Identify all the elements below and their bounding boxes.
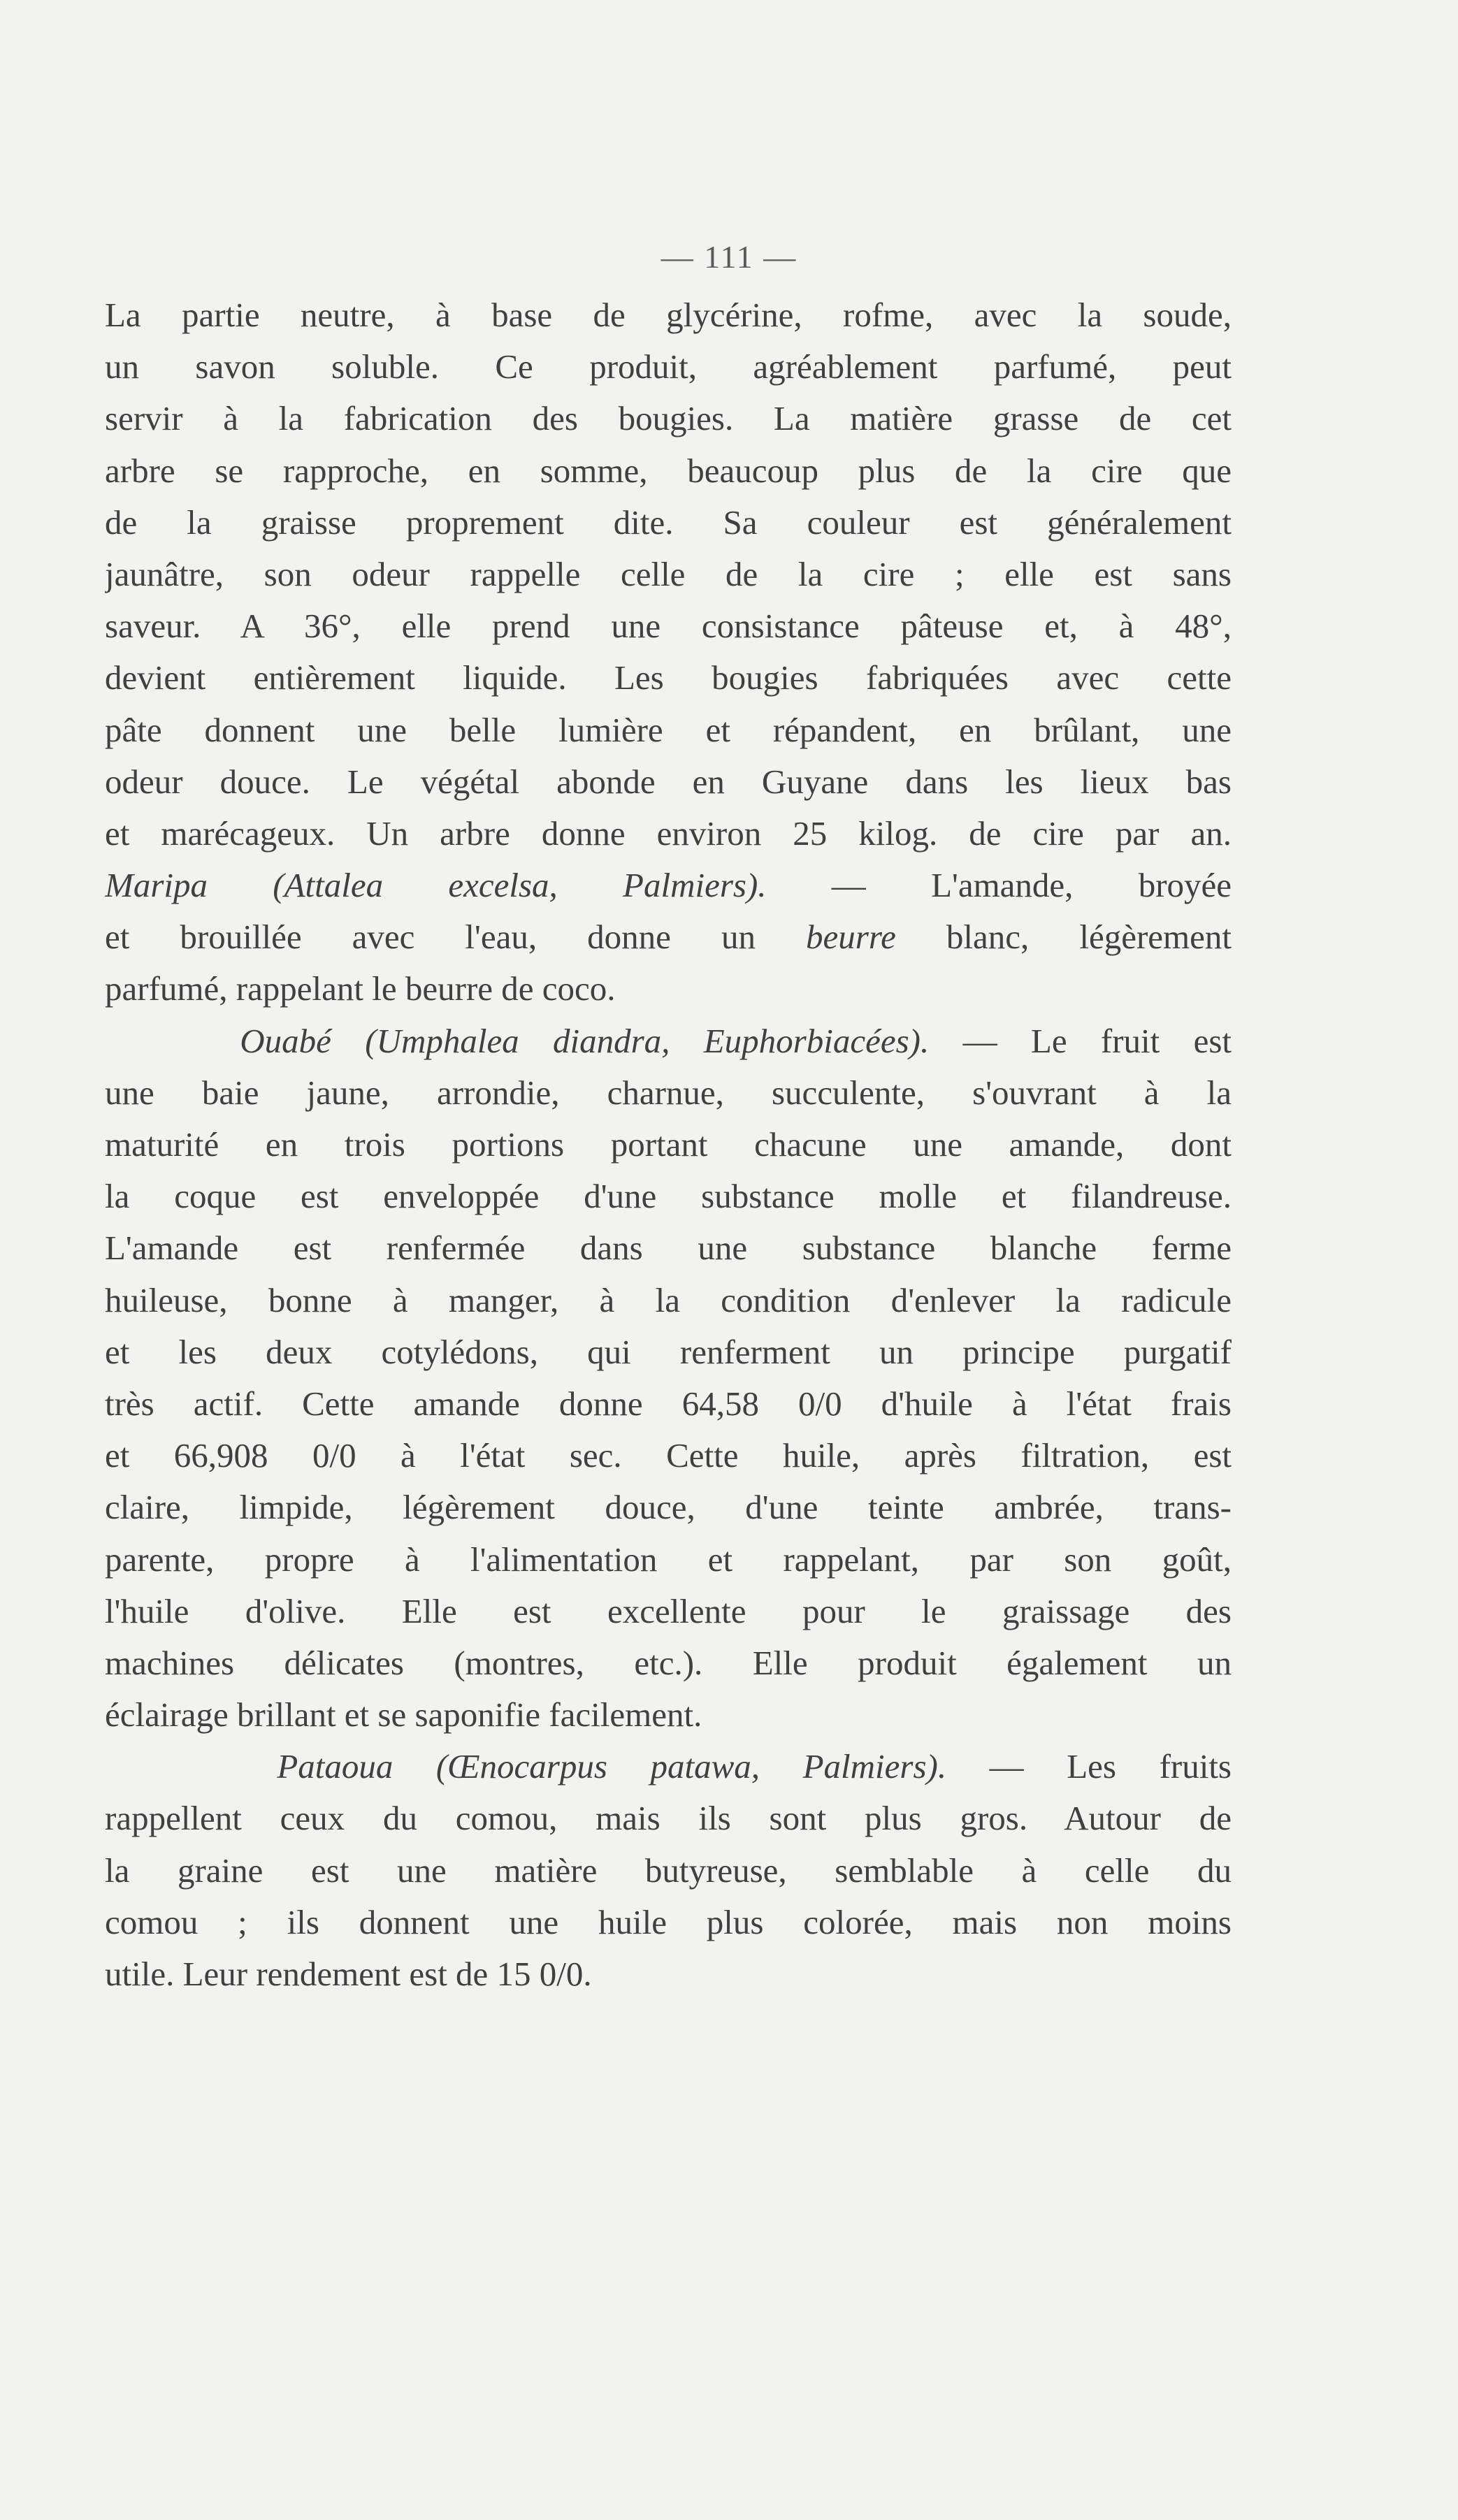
text-segment xyxy=(105,1747,277,1786)
text-segment: et les deux cotylédons, qui renferment un principe purgatif xyxy=(105,1332,1232,1371)
text-segment: éclairage brillant et se saponifie facilement. xyxy=(105,1695,702,1735)
text-segment: — Les fruits xyxy=(946,1747,1232,1786)
text-segment: maturité en trois portions portant chacune une amande, dont xyxy=(105,1125,1232,1164)
text-segment: et brouillée avec l'eau, donne un xyxy=(105,918,807,957)
text-segment: comou ; ils donnent une huile plus colorée, mais non moins xyxy=(105,1902,1232,1941)
text-segment: odeur douce. Le végétal abonde en Guyane dans les lieux bas xyxy=(105,762,1232,801)
text-segment: l'huile d'olive. Elle est excellente pour le graissage des xyxy=(105,1591,1232,1630)
text-line xyxy=(105,600,1232,652)
text-segment xyxy=(105,1022,240,1060)
text-line xyxy=(105,704,1232,756)
text-line xyxy=(105,1637,1232,1689)
text-segment: jaunâtre, son odeur rappelle celle de la cire ; elle est sans xyxy=(105,554,1232,593)
text-line xyxy=(105,1586,1232,1637)
text-line xyxy=(105,1378,1232,1430)
italic-segment: beurre xyxy=(806,918,896,957)
text-segment: devient entièrement liquide. Les bougies fabriquées avec cette xyxy=(105,658,1232,697)
text-line xyxy=(105,341,1232,393)
text-line xyxy=(105,1275,1232,1326)
text-segment: L'amande est renfermée dans une substance blanche ferme xyxy=(105,1229,1232,1268)
text-line xyxy=(105,1741,1232,1793)
text-line xyxy=(105,756,1232,808)
text-line xyxy=(105,445,1232,497)
text-segment: rappellent ceux du comou, mais ils sont plus gros. Autour de xyxy=(105,1799,1232,1838)
text-line xyxy=(105,1119,1232,1171)
text-line xyxy=(105,1326,1232,1378)
text-segment: utile. Leur rendement est de 15 0/0. xyxy=(105,1955,592,1993)
text-line xyxy=(105,1482,1232,1533)
body-text xyxy=(105,289,1232,2000)
text-segment: La partie neutre, à base de glycérine, rofme, avec la soude, xyxy=(105,296,1232,334)
text-segment: un savon soluble. Ce produit, agréablement parfumé, peut xyxy=(105,347,1232,386)
text-segment: claire, limpide, légèrement douce, d'une teinte ambrée, trans- xyxy=(105,1488,1232,1527)
text-segment: — L'amande, broyée xyxy=(766,866,1232,905)
text-segment: la graine est une matière butyreuse, semblable à celle du xyxy=(105,1851,1232,1890)
text-line xyxy=(105,393,1232,444)
text-segment: la coque est enveloppée d'une substance molle et filandreuse. xyxy=(105,1177,1232,1216)
text-segment: pâte donnent une belle lumière et répandent, en brûlant, une xyxy=(105,710,1232,749)
text-segment: une baie jaune, arrondie, charnue, succulente, s'ouvrant à la xyxy=(105,1073,1232,1112)
text-line xyxy=(105,1171,1232,1222)
text-line xyxy=(105,1222,1232,1274)
text-line xyxy=(105,860,1232,911)
text-segment: très actif. Cette amande donne 64,58 0/0 d'huile à l'état frais xyxy=(105,1384,1232,1423)
text-line xyxy=(105,1689,1232,1741)
italic-segment: Ouabé (Umphalea diandra, Euphorbiacées). xyxy=(240,1021,930,1060)
text-line xyxy=(105,1948,1232,2000)
italic-segment: Maripa (Attalea excelsa, Palmiers). xyxy=(105,866,767,905)
text-segment: blanc, légèrement xyxy=(895,918,1232,957)
text-line xyxy=(105,549,1232,600)
text-line xyxy=(105,1067,1232,1119)
text-segment: saveur. A 36°, elle prend une consistance pâteuse et, à 48°, xyxy=(105,607,1232,646)
text-line xyxy=(105,911,1232,963)
text-segment: de la graisse proprement dite. Sa couleur est généralement xyxy=(105,502,1232,542)
text-segment: parente, propre à l'alimentation et rappelant, par son goût, xyxy=(105,1540,1232,1579)
text-line xyxy=(105,808,1232,860)
text-line xyxy=(105,497,1232,549)
text-segment: servir à la fabrication des bougies. La matière grasse de cet xyxy=(105,399,1232,438)
text-segment: parfumé, rappelant le beurre de coco. xyxy=(105,969,616,1008)
text-segment: huileuse, bonne à manger, à la condition d'enlever la radicule xyxy=(105,1280,1232,1319)
text-line xyxy=(105,1897,1232,1948)
italic-segment: Pataoua (Œnocarpus patawa, Palmiers). xyxy=(277,1747,947,1786)
text-segment: — Le fruit est xyxy=(929,1021,1232,1060)
text-segment: et marécageux. Un arbre donne environ 25 kilog. de cire par an. xyxy=(105,813,1232,853)
text-segment: et 66,908 0/0 à l'état sec. Cette huile, après filtration, est xyxy=(105,1436,1232,1475)
text-line xyxy=(105,1534,1232,1586)
text-line xyxy=(105,1015,1232,1067)
text-line xyxy=(105,652,1232,704)
text-line xyxy=(105,289,1232,341)
text-line xyxy=(105,1845,1232,1897)
text-line xyxy=(105,1793,1232,1844)
page-number: — 111 — xyxy=(661,239,797,275)
text-segment: arbre se rapproche, en somme, beaucoup plus de la cire que xyxy=(105,451,1232,490)
text-segment: machines délicates (montres, etc.). Elle produit également un xyxy=(105,1643,1232,1682)
text-line xyxy=(105,963,1232,1015)
text-line xyxy=(105,1430,1232,1482)
